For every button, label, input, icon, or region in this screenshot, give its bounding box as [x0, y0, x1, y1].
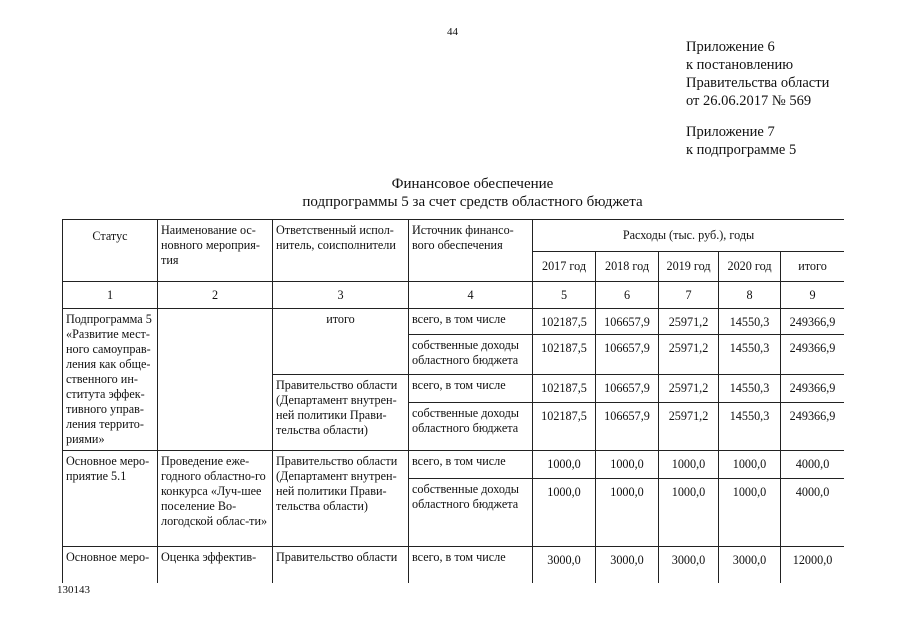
- source-total: всего, в том числе: [409, 451, 533, 479]
- measure1-executor: Правительство области (Департамент внутрен-ней политики Прави-тельства области): [273, 451, 409, 547]
- value-cell: 3000,0: [533, 547, 596, 584]
- value-cell: 106657,9: [596, 309, 659, 335]
- document-title-line2: подпрограммы 5 за счет средств областного бюджета: [302, 194, 643, 210]
- appendix-sub-line: Приложение 7: [686, 124, 775, 140]
- value-cell: 25971,2: [659, 375, 719, 403]
- column-number: 1: [63, 282, 158, 309]
- appendix-sub-block: [686, 123, 796, 159]
- header-status: Статус: [63, 220, 158, 282]
- column-number: 8: [719, 282, 781, 309]
- subprogram-itogo-label: итого: [273, 309, 409, 375]
- header-year-2017: 2017 год: [533, 252, 596, 282]
- value-cell: 249366,9: [781, 335, 845, 375]
- measure2-executor: Правительство области: [273, 547, 409, 584]
- table-row: [63, 451, 845, 479]
- appendix-main-line: к постановлению: [686, 57, 794, 73]
- appendix-main-block: [686, 38, 829, 110]
- value-cell: 102187,5: [533, 375, 596, 403]
- measure2-name: Оценка эффектив-: [158, 547, 273, 584]
- subprogram-name-empty: [158, 309, 273, 451]
- column-number: 9: [781, 282, 845, 309]
- header-executor: Ответственный испол-нитель, соисполнители: [273, 220, 409, 282]
- table-row: [63, 309, 845, 335]
- value-cell: 102187,5: [533, 335, 596, 375]
- appendix-main-line: от 26.06.2017 № 569: [686, 93, 812, 109]
- page-number: 44: [447, 26, 458, 38]
- value-cell: 1000,0: [659, 479, 719, 547]
- subprogram-status: Подпрограмма 5 «Развитие мест-ного самоуправ-ления как обще-ственного ин-ститута эффек-тивного управ-ления террито-риями»: [63, 309, 158, 451]
- value-cell: 12000,0: [781, 547, 845, 584]
- value-cell: 25971,2: [659, 309, 719, 335]
- value-cell: 14550,3: [719, 375, 781, 403]
- source-own: собственные доходы областного бюджета: [409, 335, 533, 375]
- value-cell: 102187,5: [533, 309, 596, 335]
- value-cell: 3000,0: [596, 547, 659, 584]
- column-number: 4: [409, 282, 533, 309]
- column-number: 5: [533, 282, 596, 309]
- value-cell: 249366,9: [781, 403, 845, 451]
- value-cell: 4000,0: [781, 451, 845, 479]
- appendix-main-line: Правительства области: [686, 75, 830, 91]
- source-total: всего, в том числе: [409, 547, 533, 584]
- table-row: [63, 547, 845, 584]
- header-year-2018: 2018 год: [596, 252, 659, 282]
- column-number: 3: [273, 282, 409, 309]
- value-cell: 1000,0: [659, 451, 719, 479]
- value-cell: 106657,9: [596, 403, 659, 451]
- column-number: 7: [659, 282, 719, 309]
- financing-table-container: [62, 219, 844, 583]
- header-source: Источник финансо-вого обеспечения: [409, 220, 533, 282]
- source-total: всего, в том числе: [409, 375, 533, 403]
- value-cell: 4000,0: [781, 479, 845, 547]
- appendix-main-line: Приложение 6: [686, 39, 775, 55]
- value-cell: 14550,3: [719, 335, 781, 375]
- value-cell: 249366,9: [781, 309, 845, 335]
- document-title-line1: Финансовое обеспечение: [391, 176, 554, 192]
- header-name: Наименование ос-новного мероприя-тия: [158, 220, 273, 282]
- value-cell: 1000,0: [719, 451, 781, 479]
- value-cell: 1000,0: [533, 451, 596, 479]
- footer-code: 130143: [57, 584, 90, 596]
- value-cell: 25971,2: [659, 403, 719, 451]
- header-expenses: Расходы (тыс. руб.), годы: [533, 220, 845, 252]
- subprogram-executor: Правительство области (Департамент внутрен-ней политики Прави-тельства области): [273, 375, 409, 451]
- column-number: 2: [158, 282, 273, 309]
- column-number: 6: [596, 282, 659, 309]
- value-cell: 3000,0: [719, 547, 781, 584]
- financing-table: [62, 219, 844, 583]
- value-cell: 1000,0: [719, 479, 781, 547]
- value-cell: 14550,3: [719, 403, 781, 451]
- measure2-status: Основное меро-: [63, 547, 158, 584]
- value-cell: 106657,9: [596, 375, 659, 403]
- source-own: собственные доходы областного бюджета: [409, 403, 533, 451]
- source-total: всего, в том числе: [409, 309, 533, 335]
- value-cell: 1000,0: [533, 479, 596, 547]
- document-title: [0, 175, 905, 211]
- value-cell: 1000,0: [596, 451, 659, 479]
- source-own: собственные доходы областного бюджета: [409, 479, 533, 547]
- measure1-name: Проведение еже-годного областно-го конкурса «Луч-шее поселение Во-логодской облас-ти»: [158, 451, 273, 547]
- value-cell: 3000,0: [659, 547, 719, 584]
- value-cell: 1000,0: [596, 479, 659, 547]
- header-year-2020: 2020 год: [719, 252, 781, 282]
- header-year-2019: 2019 год: [659, 252, 719, 282]
- header-total: итого: [781, 252, 845, 282]
- appendix-sub-line: к подпрограмме 5: [686, 142, 797, 158]
- column-number-row: [63, 282, 845, 309]
- value-cell: 106657,9: [596, 335, 659, 375]
- value-cell: 14550,3: [719, 309, 781, 335]
- value-cell: 25971,2: [659, 335, 719, 375]
- measure1-status: Основное меро-приятие 5.1: [63, 451, 158, 547]
- value-cell: 249366,9: [781, 375, 845, 403]
- value-cell: 102187,5: [533, 403, 596, 451]
